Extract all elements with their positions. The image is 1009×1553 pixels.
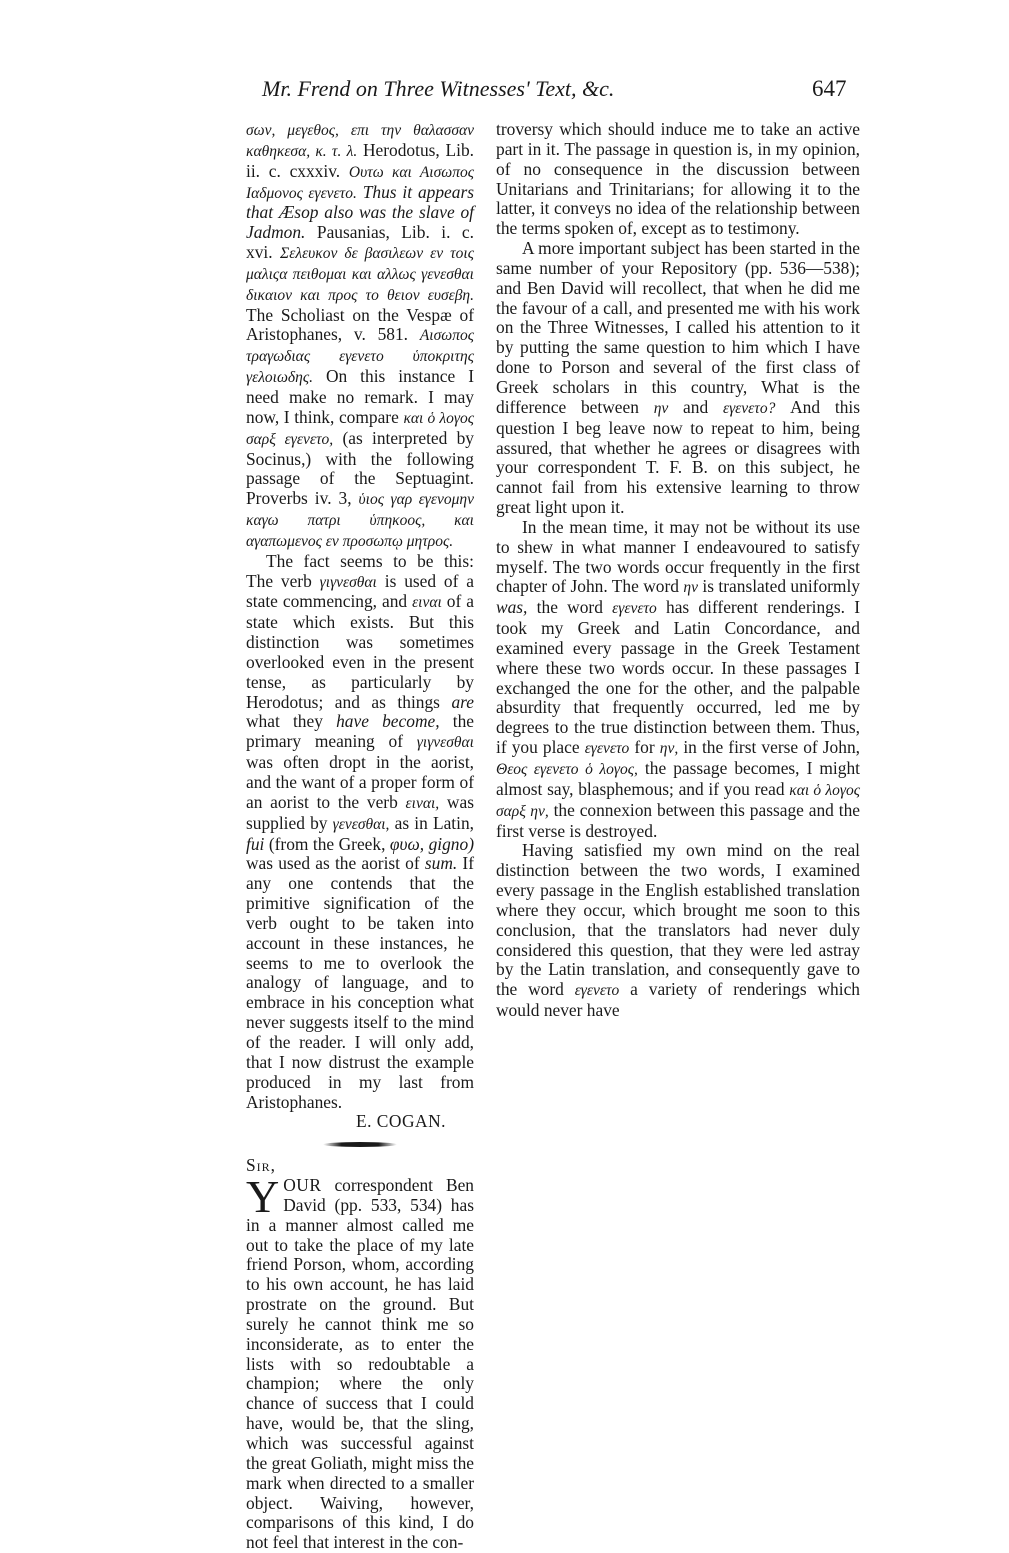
text-run: the primary meaning of: [246, 711, 474, 752]
text-run: On this instance I need make no remark. I may now, I think, compare: [246, 366, 474, 427]
greek-text: γιγνεσθαι: [319, 573, 377, 591]
text-run: what they: [246, 711, 337, 732]
italic-text: are: [451, 691, 474, 712]
text-run: Pausanias, Lib. i. c. xvi.: [246, 222, 474, 263]
text-run: The fact seems to be this: The verb: [246, 550, 474, 591]
text-run: was used as the aorist of: [246, 853, 425, 874]
text-run: for: [629, 737, 660, 758]
left-column: [246, 120, 475, 1553]
greek-text: ην: [683, 579, 698, 597]
salutation: Sir,: [246, 1155, 277, 1176]
right-paragraph-1: [496, 120, 860, 239]
text-run: the connexion between this passage and the first verse is destroyed.: [496, 799, 860, 841]
greek-text: Ουτω και Αισωπος Ιαδμονος εγενετο.: [246, 163, 474, 202]
greek-text: Αισωπος τραγωδιας εγενετο ὑποκριτης γελοιωδης.: [246, 327, 474, 387]
italic-text: have become,: [336, 711, 440, 732]
text-run: the word: [527, 597, 613, 618]
text-run: of a state which exists. But this distinction was sometimes overlooked even in the present tense, as particularly by Herodotus; and as things: [246, 591, 474, 712]
text-run: was often dropt in the aorist, and the want of a proper form of an aorist to the verb: [246, 752, 474, 812]
text-run: the passage becomes, I might almost say, blasphemous; and if you read: [496, 758, 860, 799]
first-word: OUR: [283, 1175, 322, 1196]
text-run: And this question I beg leave now to repeat to him, being assured, that whether he agrees or disagrees with your correspondent T. F. B. on this subject, he cannot fail from his extensive learning to throw great light upon it.: [496, 396, 860, 518]
greek-text: σων, μεγεθος, επι την θαλασσαν καθηκεσα, κ. τ. λ.: [246, 122, 474, 160]
text-run: Having satisfied my own mind on the real distinction between the two words, I examined every passage in the English established translation where they occur, which brought me soon to this conclusion, that the translators had never duly considered this question, that they were led astray by the Latin translation, and consequently gave to the word: [496, 840, 860, 1000]
left-paragraph-2: [246, 552, 474, 1113]
greek-text: ὑιος γαρ εγενομην καγω πατρι ὑπηκοος, και αγαπωμενος εν προσωπῳ μητρος.: [246, 491, 474, 550]
greek-text: εγενετο: [574, 982, 620, 1000]
page-number: 647: [812, 76, 847, 101]
right-column: [496, 120, 860, 1500]
greek-text: Σελευκον δε βασιλεων εν τοις μαλιςα πειθομαι και αλλως γενεσθαι δικαιον και προς το θειον ευσεβη.: [246, 245, 475, 304]
italic-text: was,: [496, 597, 528, 618]
greek-text: και ὁ λογος σαρξ εγενετο,: [246, 409, 474, 448]
text-run: as in Latin,: [389, 812, 474, 833]
text-run: a variety of renderings which would never have: [496, 979, 860, 1021]
greek-text: ειναι,: [405, 794, 440, 812]
letter-opening-text: correspondent Ben David (pp. 533, 534) has in a manner almost called me out to take the place of my late friend Porson, whom, according to his own account, he has laid prostrate on the ground. But surely he cannot think me so inconsiderate, as to enter the lists with so redoubtable a champion; where the only chance of success that I could have, would be, that the sling, which was successful against the great Goliath, might miss the mark when directed to a smaller object. Waiving, however, comparisons of this kind, I do not feel that interest in the con-: [246, 1175, 474, 1553]
greek-text: και ὁ λογος σαρξ ην,: [496, 781, 860, 820]
text-run: in the first verse of John,: [678, 737, 860, 758]
text-run: A more important subject has been started in the same number of your Repository (pp. 536—538); and Ben David will recollect, that when he did me the favour of a call, and presented me with his work on the Three Witnesses, I called his attention to it by putting the same question to him which I have done to Porson and several of the first class of Greek scholars in this country, What is the difference between: [496, 238, 860, 417]
text-run: was supplied by: [246, 791, 474, 833]
text-run: If any one contends that the primitive signification of the verb ought to be taken into account in these instances, he seems to me to overlook the analogy of language, and to embrace in his conception what never suggests itself to the mind of the reader. I will only add, that I now distrust the example produced in my last from Aristophanes.: [246, 853, 474, 1112]
text-run: and: [668, 396, 723, 417]
drop-cap: Y: [246, 1171, 280, 1223]
left-paragraph-1: [246, 120, 474, 552]
right-paragraph-4: [496, 841, 860, 1021]
right-paragraph-3: [496, 518, 860, 842]
text-run: is translated uniformly: [697, 576, 860, 597]
text-run: In the mean time, it may not be without its use to shew in what manner I endeavoured to satisfy myself. The two words occur frequently in the first chapter of John. The word: [496, 516, 860, 597]
italic-text: φυω, gigno): [389, 833, 474, 854]
text-run: troversy which should induce me to take an active part in it. The passage in question is, in my opinion, of no consequence in the discussion between Unitarians and Trinitarians; for allowing it to the latter, it conveys no idea of the relationship between the terms spoken of, except as to testimony.: [496, 119, 860, 239]
italic-text: fui: [246, 833, 265, 854]
greek-text: γενεσθαι,: [332, 815, 390, 833]
greek-text: ην: [653, 399, 669, 417]
running-title: Mr. Frend on Three Witnesses' Text, &c.: [262, 76, 615, 101]
text-run: (as interpreted by Socinus,) with the following passage of the Septuagint. Proverbs iv. 3,: [246, 427, 474, 509]
text-run: The Scholiast on the Vespæ of Aristophanes, v. 581.: [246, 304, 474, 345]
greek-text: ην,: [659, 740, 679, 758]
greek-text: εγενετο: [612, 600, 657, 618]
greek-text: εγενετο?: [722, 399, 776, 417]
section-divider: [323, 1142, 397, 1147]
italic-text: Thus it appears that Æsop also was the slave of Jadmon.: [246, 181, 474, 243]
greek-text: ειναι: [412, 594, 442, 612]
italic-text: sum.: [424, 853, 458, 874]
text-run: has different renderings. I took my Greek and Latin Concordance, and examined every passage in the Greek Testament where these two words occur. In these passages I exchanged the one for the other, and the palpable absurdity that frequently occurred, led me by degrees to the true distinction between them. Thus, if you place: [496, 597, 860, 758]
left-paragraph-3: [246, 1171, 474, 1553]
right-paragraph-2: [496, 239, 860, 518]
text-run: is used of a state commencing, and: [246, 570, 474, 612]
signature: E. COGAN.: [355, 1111, 446, 1132]
text-run: Herodotus, Lib. ii. c. cxxxiv.: [246, 139, 474, 181]
greek-text: Θεος εγενετο ὁ λογος,: [496, 761, 638, 778]
text-run: (from the Greek,: [264, 833, 390, 854]
greek-text: εγενετο: [584, 740, 630, 758]
greek-text: γιγνεσθαι: [416, 734, 474, 752]
running-header: [0, 76, 1009, 106]
